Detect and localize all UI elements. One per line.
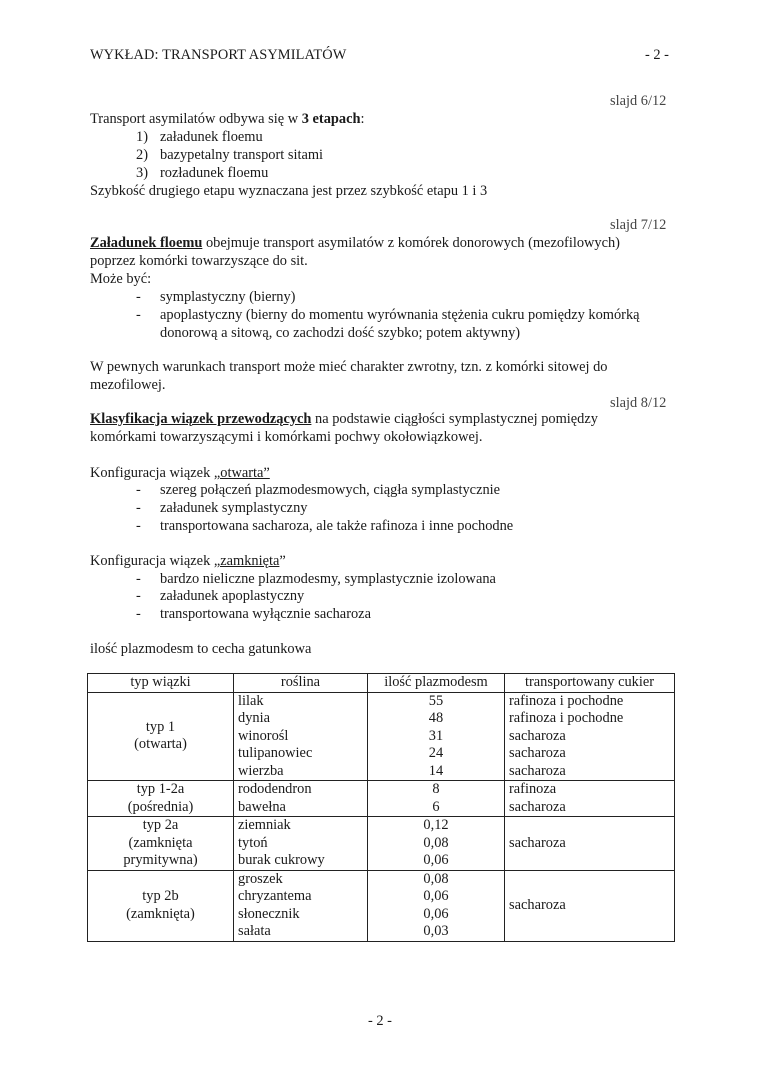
cell-text: chryzantema — [238, 888, 312, 904]
cell-text: dynia — [238, 710, 270, 726]
bullet: - — [136, 518, 141, 534]
cell-text: lilak — [238, 692, 264, 709]
cell-text: (zamknięta) — [126, 905, 195, 922]
text: na podstawie ciągłości symplastycznej pomiędzy — [311, 411, 598, 427]
plasmodesmata-table — [87, 673, 675, 942]
list-number: 1) — [136, 129, 148, 145]
paragraph: mezofilowej. — [90, 377, 166, 393]
paragraph: komórkami towarzyszącymi i komórkami pochwy okołowiązkowej. — [90, 429, 483, 445]
list-item: rozładunek floemu — [160, 165, 269, 181]
plant-cell — [234, 781, 368, 817]
cell-text: typ 1 — [145, 718, 176, 735]
cell-text: rafinoza — [509, 781, 557, 797]
paragraph — [90, 234, 620, 252]
cell-text: 55 — [428, 692, 444, 709]
text: Konfiguracja wiązek — [90, 553, 214, 569]
sugar-cell: sacharoza — [505, 870, 675, 941]
paragraph — [90, 110, 364, 128]
sugar-cell — [505, 692, 675, 781]
cell-text: winorośl — [238, 727, 289, 744]
bullet: - — [136, 482, 141, 498]
bold-text: 3 etapach — [301, 111, 361, 127]
bullet: - — [136, 571, 141, 587]
bullet: - — [136, 500, 141, 516]
cell-text: bawełna — [238, 798, 286, 815]
bullet: - — [136, 606, 141, 622]
cell-text: 6 — [432, 798, 440, 815]
cell-text: 0,06 — [423, 888, 449, 904]
paragraph: poprzez komórki towarzyszące do sit. — [90, 253, 308, 269]
text: Konfiguracja wiązek — [90, 465, 214, 481]
cell-text: tulipanowiec — [238, 745, 313, 761]
cell-text: sałata — [238, 923, 271, 939]
plant-cell — [234, 817, 368, 871]
count-cell — [368, 781, 505, 817]
count-cell — [368, 692, 505, 781]
footer-page-number: - 2 - — [368, 1013, 392, 1029]
text: : — [360, 111, 365, 127]
term: Klasyfikacja wiązek przewodzących — [90, 411, 312, 427]
bullet: - — [136, 588, 141, 604]
list-item: załadunek apoplastyczny — [160, 588, 305, 604]
slide-label: slajd 7/12 — [610, 217, 667, 233]
text: ” — [279, 553, 286, 569]
cell-text: 8 — [432, 781, 440, 797]
term: Załadunek floemu — [90, 235, 203, 251]
bundle-type-cell — [88, 870, 234, 941]
list-item: transportowana sacharoza, ale także rafinoza i inne pochodne — [160, 518, 514, 534]
table-row — [88, 817, 675, 871]
list-item: bardzo nieliczne plazmodesmy, symplastycznie izolowana — [160, 571, 496, 587]
cell-text: rafinoza i pochodne — [509, 710, 624, 726]
cell-text: ziemniak — [238, 817, 291, 833]
cell-text: 0,08 — [423, 870, 449, 887]
list-item: symplastyczny (bierny) — [160, 289, 296, 305]
bullet: - — [136, 289, 141, 305]
bundle-type-cell — [88, 692, 234, 781]
list-item: bazypetalny transport sitami — [160, 147, 324, 163]
term: „zamknięta — [213, 553, 280, 569]
cell-text: typ 2b — [142, 888, 179, 904]
cell-text: (otwarta) — [134, 736, 187, 753]
column-header: ilość plazmodesm — [368, 674, 505, 693]
paragraph: ilość plazmodesm to cecha gatunkowa — [90, 641, 312, 657]
bundle-type-cell — [88, 781, 234, 817]
cell-text: sacharoza — [509, 762, 566, 779]
cell-text: słonecznik — [238, 905, 300, 922]
paragraph — [90, 464, 270, 482]
table-row — [88, 781, 675, 817]
cell-text: sacharoza — [509, 798, 566, 815]
cell-text: 31 — [428, 727, 444, 744]
cell-text: sacharoza — [509, 727, 566, 744]
cell-text: 0,06 — [423, 852, 449, 868]
column-header: transportowany cukier — [505, 674, 675, 693]
cell-text: wierzba — [238, 762, 284, 779]
list-item: szereg połączeń plazmodesmowych, ciągła symplastycznie — [160, 482, 501, 498]
list-item: donorową a sitową, co zachodzi dość szybko; potem aktywny) — [160, 325, 521, 341]
cell-text: 14 — [428, 762, 444, 779]
paragraph: W pewnych warunkach transport może mieć charakter zwrotny, tzn. z komórki sitowej do — [90, 359, 608, 375]
paragraph: Może być: — [90, 271, 152, 287]
plant-cell — [234, 870, 368, 941]
list-item: załadunek floemu — [160, 129, 263, 145]
cell-text: rododendron — [238, 781, 312, 797]
bullet: - — [136, 307, 141, 323]
slide-label: slajd 6/12 — [610, 93, 667, 109]
cell-text: prymitywna) — [123, 852, 198, 868]
header-title: WYKŁAD: TRANSPORT ASYMILATÓW — [90, 47, 347, 63]
term: „otwarta” — [213, 465, 270, 481]
paragraph: Szybkość drugiego etapu wyznaczana jest przez szybkość etapu 1 i 3 — [90, 183, 488, 199]
sugar-cell: sacharoza — [505, 817, 675, 871]
paragraph — [90, 410, 598, 428]
column-header: roślina — [234, 674, 368, 693]
cell-text: typ 2a — [142, 817, 179, 833]
list-item: apoplastyczny (bierny do momentu wyrównania stężenia cukru pomiędzy komórką — [160, 307, 640, 323]
sugar-cell — [505, 781, 675, 817]
cell-text: sacharoza — [509, 745, 566, 761]
cell-text: groszek — [238, 870, 283, 887]
list-number: 2) — [136, 147, 148, 163]
cell-text: (pośrednia) — [127, 798, 194, 815]
bundle-type-cell — [88, 817, 234, 871]
cell-text: 0,06 — [423, 905, 449, 922]
table-row — [88, 870, 675, 941]
paragraph — [90, 552, 286, 570]
cell-text: burak cukrowy — [238, 852, 325, 868]
count-cell — [368, 870, 505, 941]
cell-text: 0,03 — [423, 923, 449, 939]
table-header-row — [88, 674, 675, 693]
text: obejmuje transport asymilatów z komórek donorowych (mezofilowych) — [202, 235, 620, 251]
cell-text: typ 1-2a — [136, 781, 185, 797]
cell-text: 0,08 — [423, 834, 449, 851]
list-number: 3) — [136, 165, 148, 181]
list-item: załadunek symplastyczny — [160, 500, 308, 516]
list-item: transportowana wyłącznie sacharoza — [160, 606, 371, 622]
cell-text: tytoń — [238, 834, 268, 851]
count-cell — [368, 817, 505, 871]
cell-text: 48 — [428, 710, 444, 726]
column-header: typ wiązki — [88, 674, 234, 693]
table-row — [88, 692, 675, 781]
text: Transport asymilatów odbywa się w — [90, 111, 302, 127]
header-page-number: - 2 - — [645, 47, 669, 63]
cell-text: (zamknięta — [128, 834, 193, 851]
cell-text: 0,12 — [423, 817, 449, 833]
plant-cell — [234, 692, 368, 781]
cell-text: 24 — [428, 745, 444, 761]
cell-text: rafinoza i pochodne — [509, 692, 624, 709]
slide-label: slajd 8/12 — [610, 395, 667, 411]
